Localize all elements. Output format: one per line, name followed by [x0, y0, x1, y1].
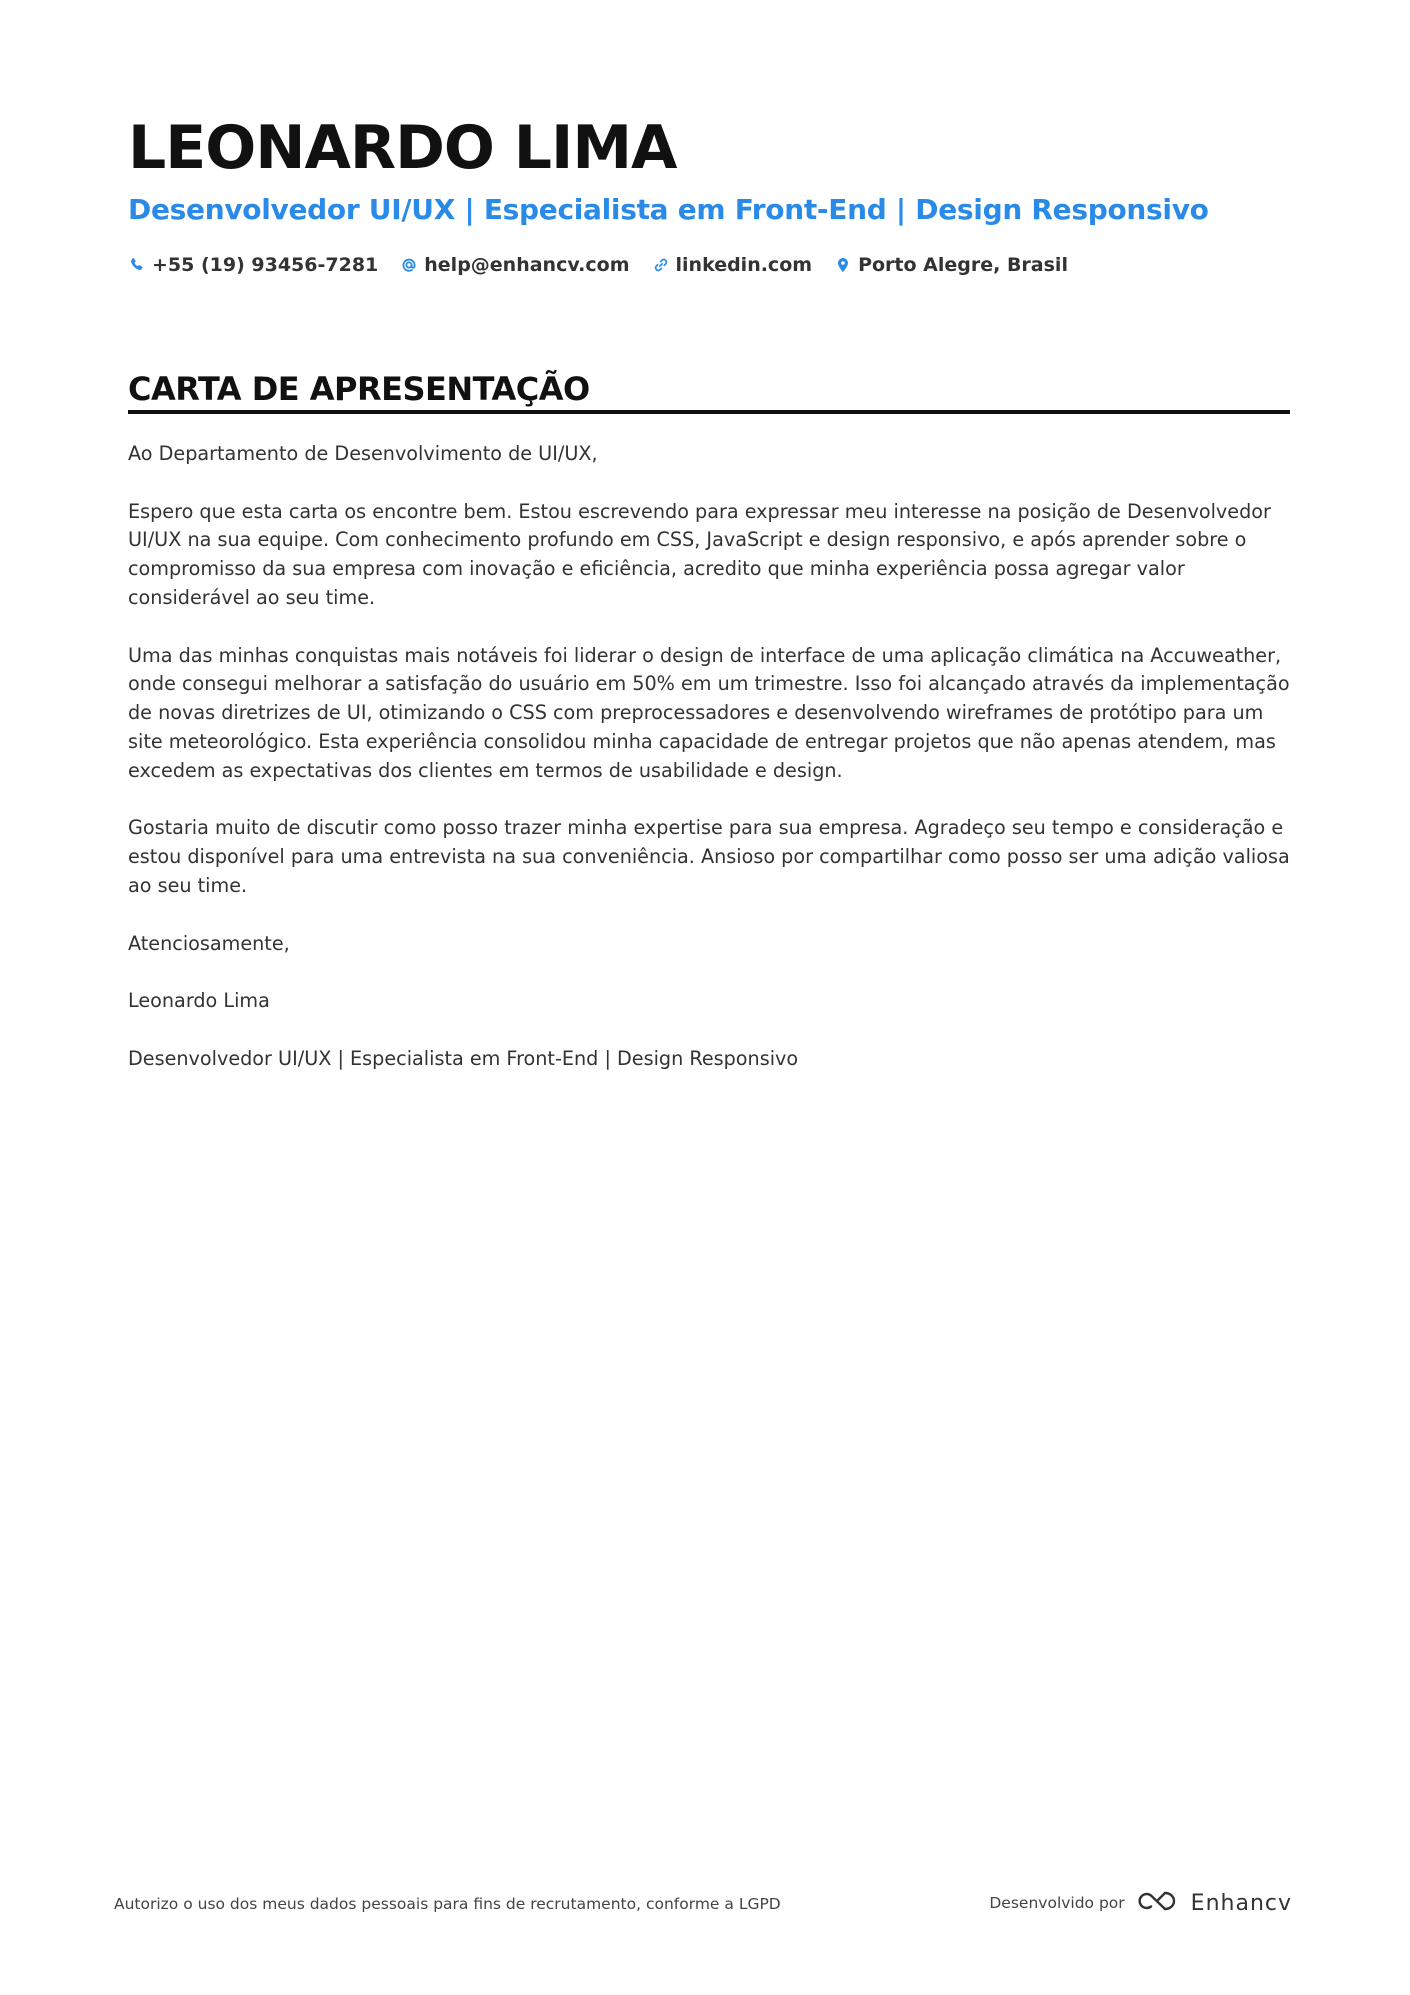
letter-body	[128, 440, 1294, 1102]
contact-email-text: help@enhancv.com	[424, 254, 630, 276]
section-title: CARTA DE APRESENTAÇÃO	[128, 370, 590, 408]
contact-linkedin-text: linkedin.com	[675, 254, 813, 276]
candidate-name: LEONARDO LIMA	[128, 113, 677, 183]
contact-email[interactable]	[400, 254, 629, 276]
built-with-label: Desenvolvido por	[989, 1894, 1125, 1912]
letter-closing: Atenciosamente,	[128, 931, 290, 955]
contact-phone-text: +55 (19) 93456-7281	[152, 254, 379, 276]
letter-greeting: Ao Departamento de Desenvolvimento de UI/UX,	[128, 442, 598, 465]
letter-paragraph: Uma das minhas conquistas mais notáveis foi liderar o design de interface de uma aplicação climática na Accuweather, onde consegui melhorar a satisfação do usuário em 50% em um trimestre. Isso foi alcançado através da implementação de novas diretrizes de UI, otimizando o CSS com preprocessadores e desenvolvendo wireframes de protótipo para um site meteorológico. Esta experiência consolidou minha capacidade de entregar projetos que não apenas atendem, mas excedem as expectativas dos clientes em termos de usabilidade e design.	[128, 643, 1290, 782]
signature-name: Leonardo Lima	[128, 989, 270, 1013]
brand-logo	[1135, 1888, 1292, 1918]
contact-phone[interactable]	[128, 254, 378, 276]
link-icon	[652, 256, 670, 274]
phone-icon	[128, 256, 146, 274]
at-icon	[400, 256, 418, 274]
candidate-headline: Desenvolvedor UI/UX | Especialista em Front-End | Design Responsivo	[128, 193, 1209, 226]
letter-paragraph: Espero que esta carta os encontre bem. Estou escrevendo para expressar meu interesse na posição de Desenvolvedor UI/UX na sua equipe. Com conhecimento profundo em CSS, JavaScript e design responsivo, e após aprender sobre o compromisso da sua empresa com inovação e eficiência, acredito que minha experiência possa agregar valor considerável ao seu time.	[128, 499, 1271, 609]
contact-location-text: Porto Alegre, Brasil	[858, 254, 1068, 276]
section-divider	[128, 410, 1290, 414]
location-pin-icon	[834, 256, 852, 274]
brand-name: Enhancv	[1190, 1890, 1292, 1916]
enhancv-logo-icon	[1135, 1888, 1181, 1918]
contact-linkedin[interactable]	[652, 254, 813, 276]
letter-paragraph: Gostaria muito de discutir como posso trazer minha expertise para sua empresa. Agradeço seu tempo e consideração e estou disponível para uma entrevista na sua conveniência. Ansioso por compartilhar como posso ser uma adição valiosa ao seu time.	[128, 816, 1290, 897]
signature-title: Desenvolvedor UI/UX | Especialista em Front-End | Design Responsivo	[128, 1046, 799, 1070]
footer-consent: Autorizo o uso dos meus dados pessoais para fins de recrutamento, conforme a LGPD	[114, 1895, 781, 1913]
contact-bar	[128, 254, 1068, 276]
footer-brand[interactable]	[989, 1888, 1292, 1918]
contact-location	[834, 254, 1068, 276]
